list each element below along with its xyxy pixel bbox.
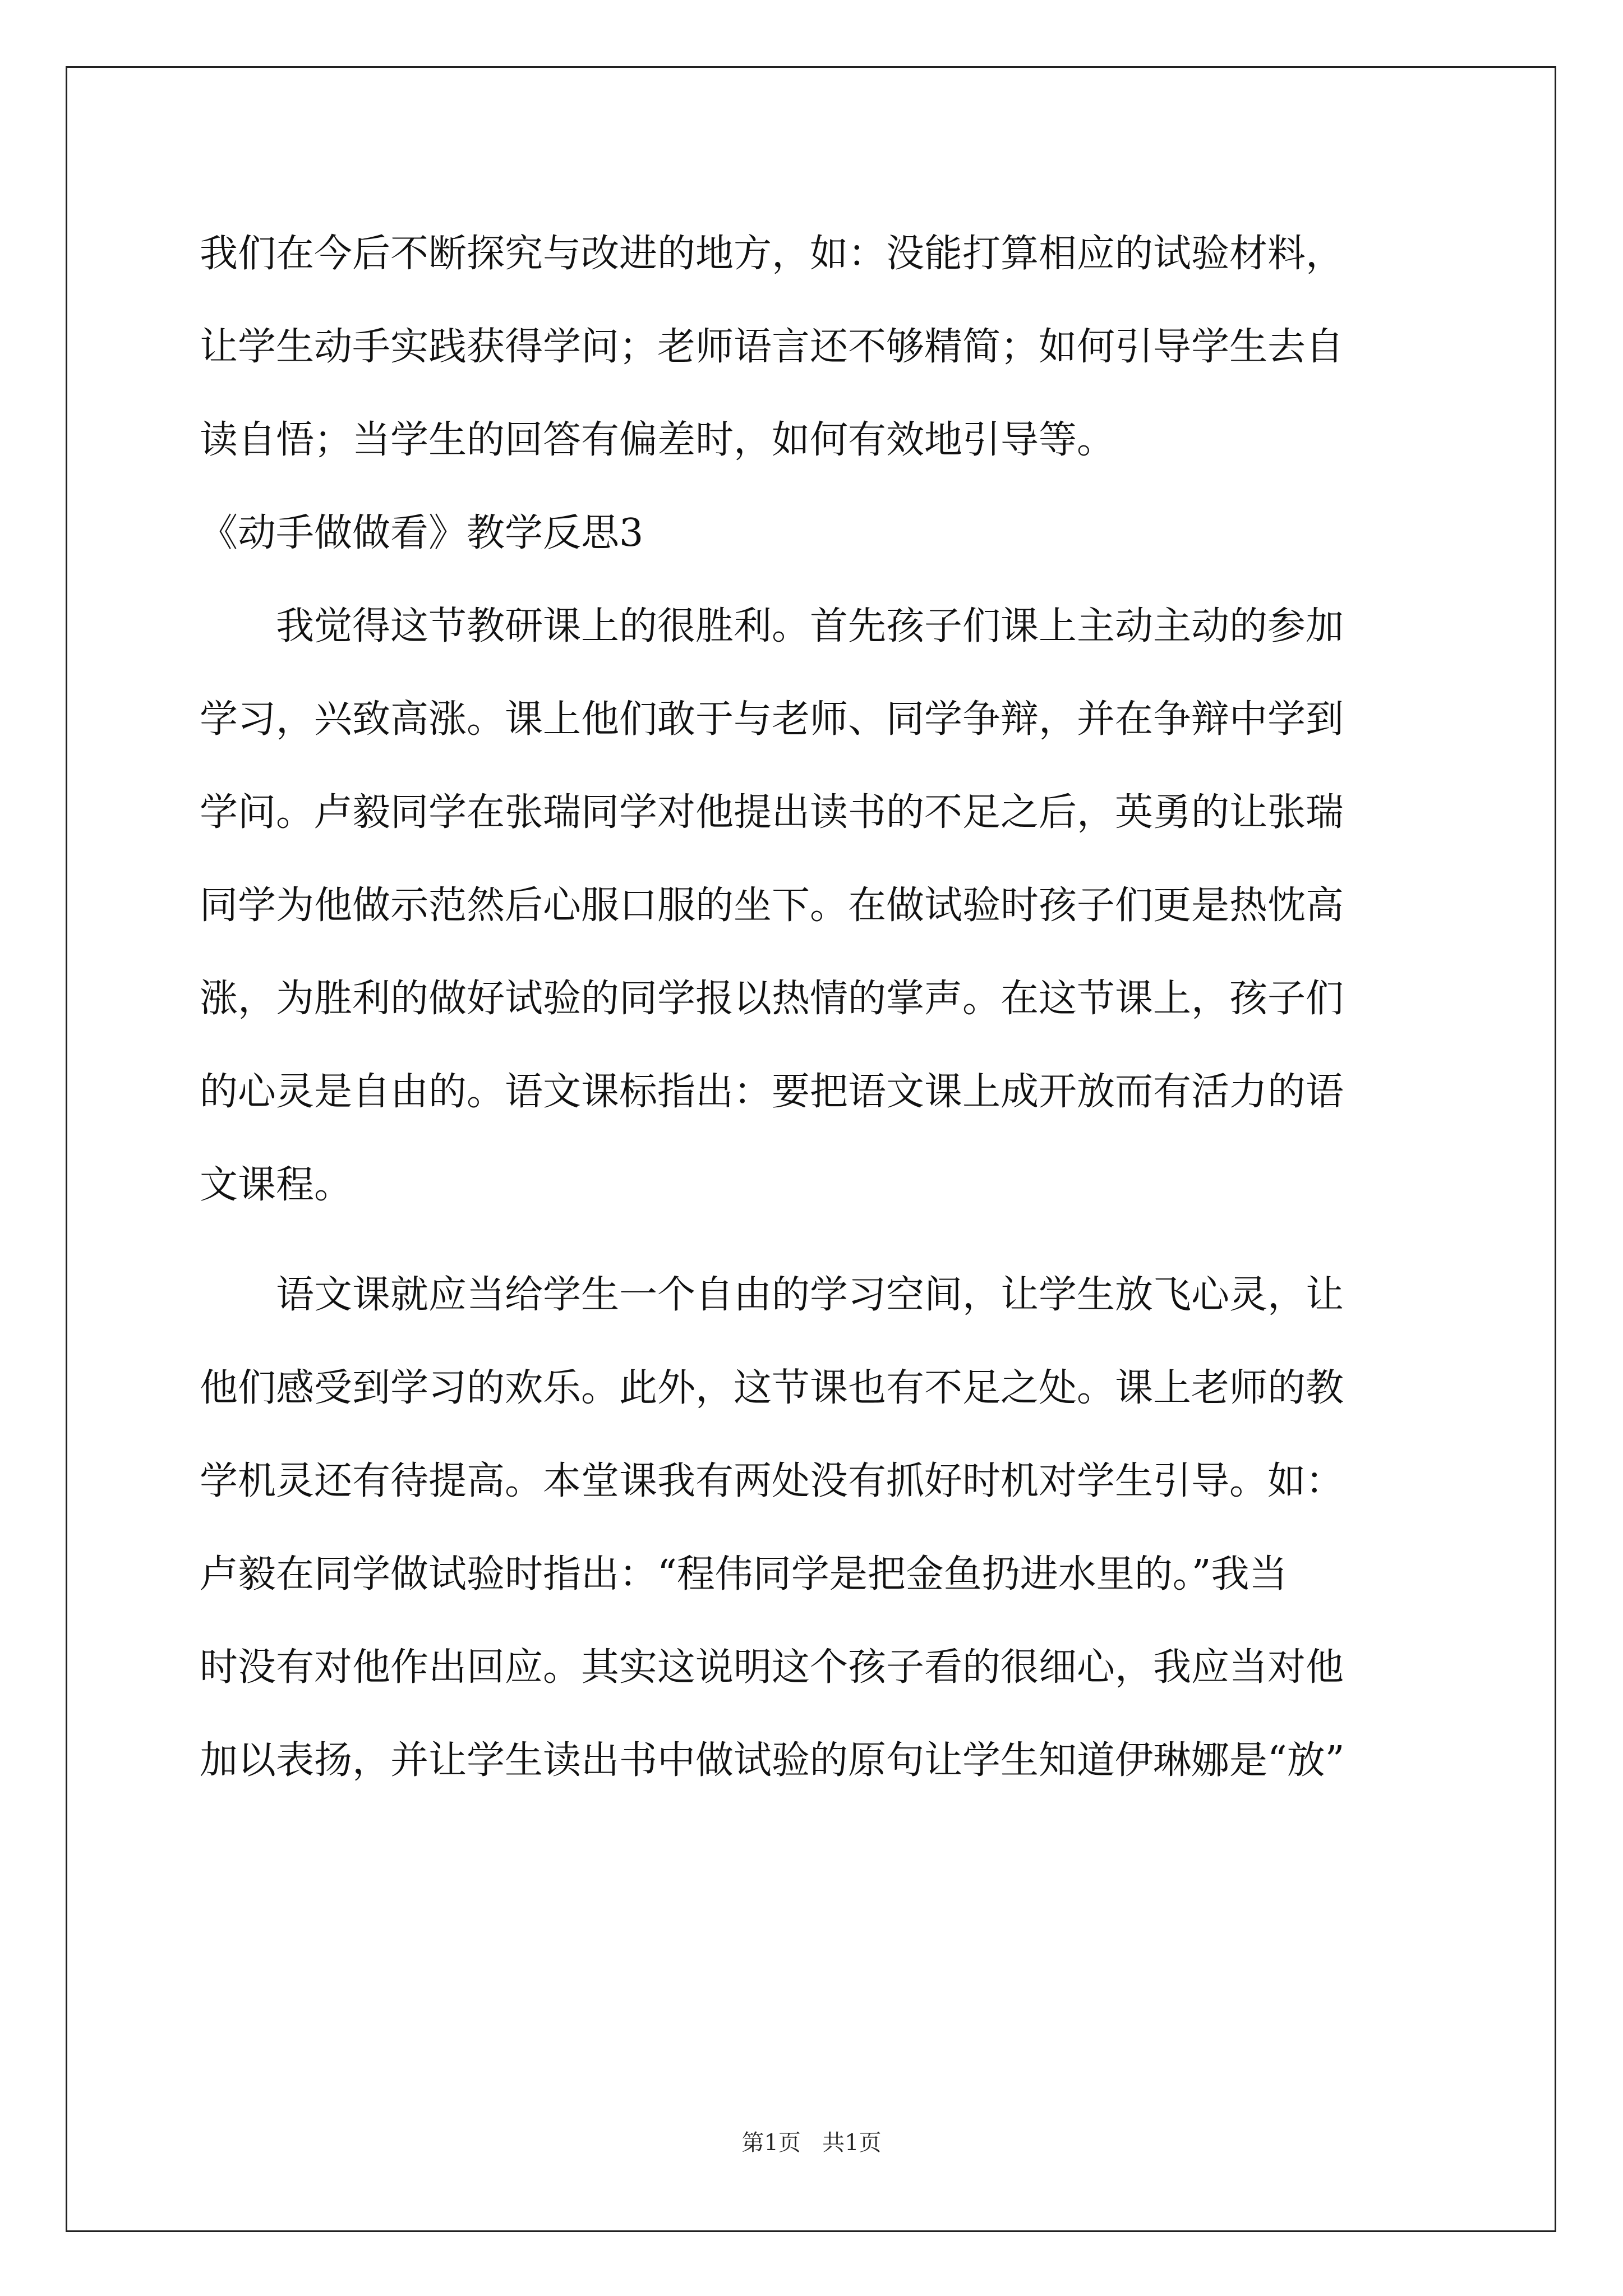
text-line: 同学为他做示范然后心服口服的坐下。在做试验时孩子们更是热忱高 [200, 884, 1344, 928]
text-line: 卢毅在同学做试验时指出：“程伟同学是把金鱼扔进水里的。”我当 [200, 1552, 1288, 1596]
text-line: 学问。卢毅同学在张瑞同学对他提出读书的不足之后，英勇的让张瑞 [200, 790, 1344, 835]
text-line: 涨，为胜利的做好试验的同学报以热情的掌声。在这节课上，孩子们 [200, 977, 1344, 1021]
text-line: 他们感受到学习的欢乐。此外，这节课也有不足之处。课上老师的教 [200, 1366, 1344, 1410]
text-line: 让学生动手实践获得学问；老师语言还不够精简；如何引导学生去自 [200, 325, 1344, 369]
text-line: 我们在今后不断探究与改进的地方，如：没能打算相应的试验材料， [200, 232, 1344, 276]
total-pages: 共1页 [822, 2130, 882, 2156]
document-body [200, 208, 1422, 1807]
section-heading: 《动手做做看》教学反思3 [200, 511, 644, 555]
text-line: 时没有对他作出回应。其实这说明这个孩子看的很细心，我应当对他 [200, 1645, 1344, 1690]
text-line: 学机灵还有待提高。本堂课我有两处没有抓好时机对学生引导。如： [200, 1459, 1344, 1503]
page-number: 第1页 [741, 2130, 801, 2156]
page-footer [0, 2129, 1623, 2157]
paragraph-spacer [200, 1232, 1422, 1249]
text-line: 学习，兴致高涨。课上他们敢于与老师、同学争辩，并在争辩中学到 [200, 697, 1344, 742]
text-line: 读自悟；当学生的回答有偏差时，如何有效地引导等。 [200, 418, 1115, 462]
text-line: 的心灵是自由的。语文课标指出：要把语文课上成开放而有活力的语 [200, 1070, 1344, 1114]
footer-separator [801, 2130, 822, 2156]
paragraph-first-line: 语文课就应当给学生一个自由的学习空间，让学生放飞心灵，让 [276, 1273, 1344, 1317]
paragraph-first-line: 我觉得这节教研课上的很胜利。首先孩子们课上主动主动的参加 [276, 604, 1344, 648]
text-line: 文课程。 [200, 1163, 353, 1207]
text-line: 加以表扬，并让学生读出书中做试验的原句让学生知道伊琳娜是“放” [200, 1738, 1345, 1783]
